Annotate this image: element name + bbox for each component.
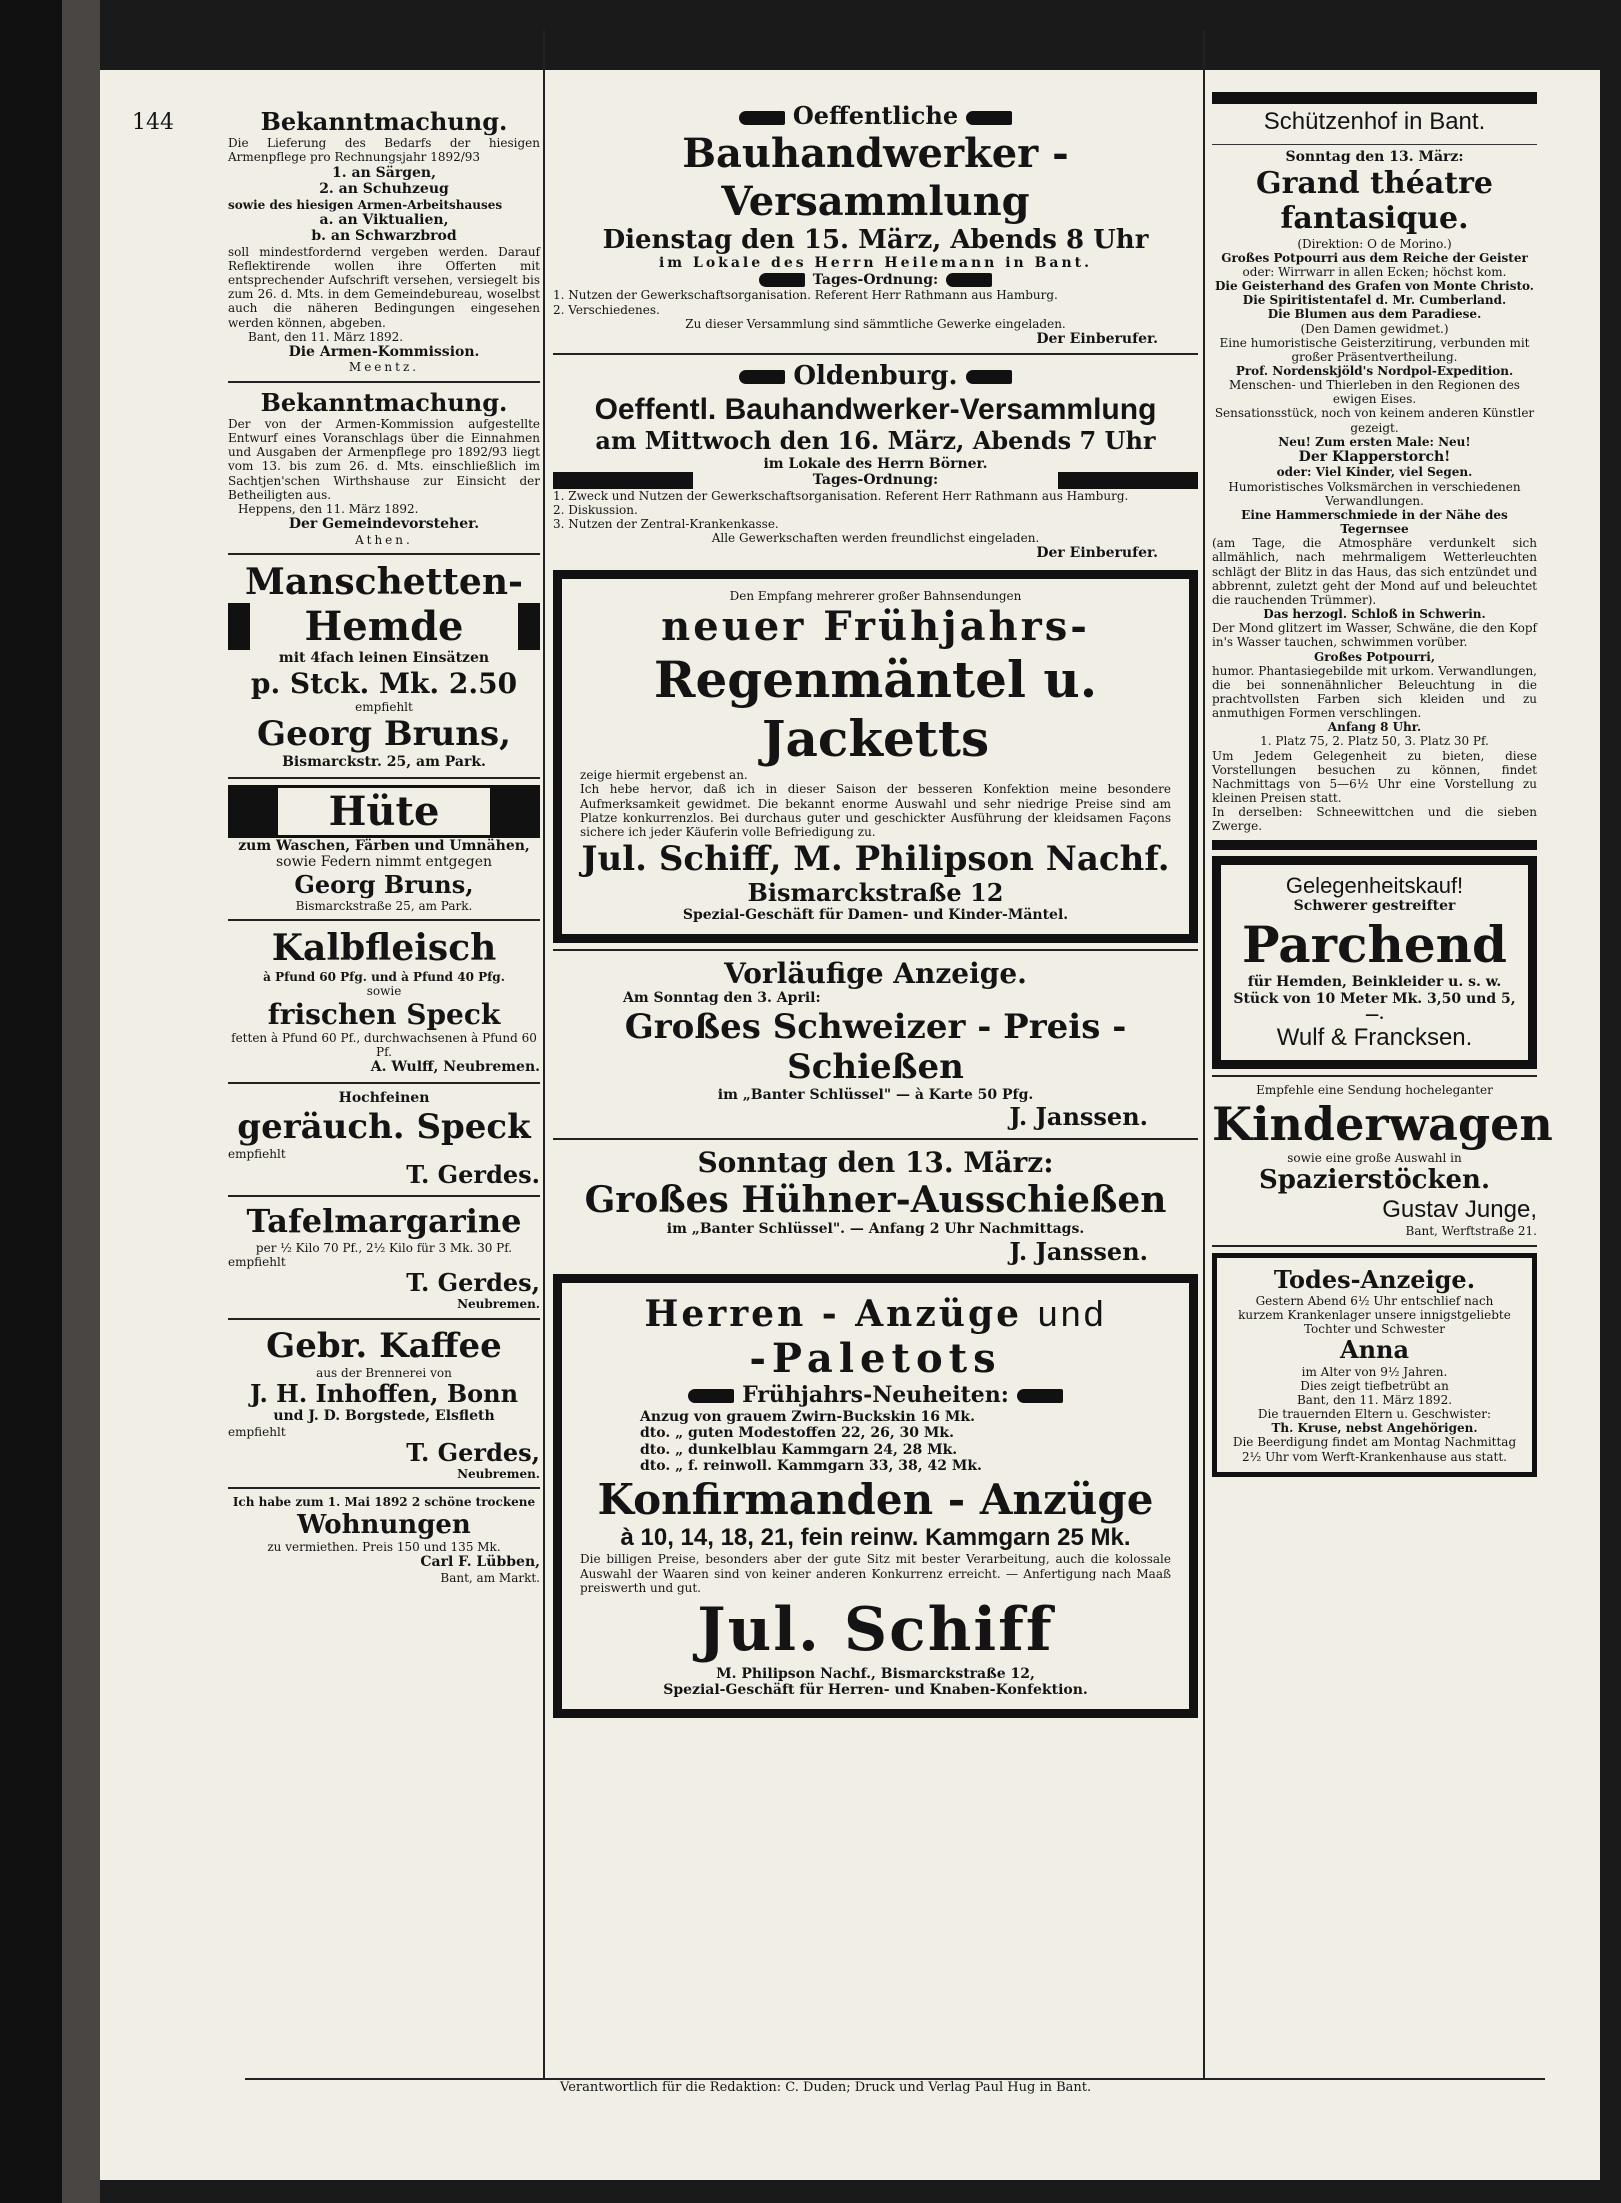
ad-title: geräuch. Speck	[237, 1106, 531, 1147]
ad-text: empfiehlt	[228, 1255, 286, 1269]
price-label: dto.	[640, 1425, 671, 1442]
divider	[1212, 144, 1537, 145]
ad-text: soll mindestfordernd vergeben werden. Darauf Reflektirende wollen ihre Offerten mit entsprechender Aufschrift versehen, versiegelt bis zum 26. d. Mts. in dem Gemeindebureau, woselbst auch die näheren Bedingungen eingesehen werden können, abgeben.	[228, 244, 540, 330]
page-edge	[62, 0, 100, 2203]
ad-huete	[228, 785, 540, 914]
ad-place: Neubremen.	[457, 1297, 540, 1312]
ad-text: (Direktion: O de Morino.)	[1297, 236, 1452, 251]
ad-kinderwagen	[1212, 1082, 1553, 1239]
program-line: Sensationsstück, noch von keinem anderen Künstler gezeigt.	[1214, 406, 1535, 435]
price-row	[640, 1442, 1171, 1459]
pointing-hand-icon	[946, 273, 992, 287]
pointing-hand-icon	[739, 111, 785, 125]
ad-signer: J. Janssen.	[1009, 1102, 1148, 1132]
ad-agenda: Tages-Ordnung:	[553, 472, 1198, 489]
ad-item: 2. Verschiedenes.	[553, 302, 660, 317]
ad-firm: Wulf & Francksen.	[1276, 1023, 1473, 1051]
divider	[228, 919, 540, 921]
price-value: von grauem Zwirn-Buckskin 16 Mk.	[693, 1408, 975, 1425]
ad-signer: Die Armen-Kommission.	[288, 343, 480, 360]
price-value: „ guten Modestoffen 22, 26, 30 Mk.	[675, 1425, 954, 1442]
ad-title: Bauhandwerker - Versammlung	[682, 130, 1069, 225]
ad-text: Schwerer gestreifter	[1293, 898, 1456, 915]
ad-event: Großes Hühner-Ausschießen	[584, 1178, 1167, 1221]
ad-place: Neubremen.	[457, 1467, 540, 1482]
ad-huehner-ausschiessen	[553, 1146, 1198, 1266]
price-value: „ dunkelblau Kammgarn 24, 28 Mk.	[675, 1441, 958, 1458]
price-row	[640, 1458, 1171, 1475]
ad-text: Gestern Abend 6½ Uhr entschlief nach kurzem Krankenlager unsere innigstgeliebte Tochter und Schwester	[1238, 1293, 1511, 1337]
program-line: Der Mond glitzert im Wasser, Schwäne, die den Kopf in's Wasser tauchen, schwimmen vorüber.	[1212, 621, 1537, 650]
ad-head: Oeffentliche	[792, 101, 959, 130]
ad-text: Dies zeigt tiefbetrübt an	[1300, 1378, 1449, 1393]
ad-text: sowie des hiesigen Armen-Arbeitshauses	[228, 197, 503, 212]
divider	[553, 353, 1198, 355]
divider	[228, 1318, 540, 1320]
program-line: Eine Hammerschmiede in der Nähe des Tegernsee	[1241, 507, 1508, 537]
ad-item: 3. Nutzen der Zentral-Krankenkasse.	[553, 517, 779, 532]
ad-date: Heppens, den 11. März 1892.	[238, 501, 419, 516]
ad-title: Regenmäntel u. Jacketts	[653, 650, 1098, 769]
ad-firm: Gustav Junge,	[1382, 1196, 1537, 1224]
ad-item: a. an Viktualien,	[319, 211, 449, 228]
ad-signer: Der Einberufer.	[1036, 545, 1158, 562]
ad-title: Kalbfleisch	[271, 927, 497, 970]
ad-text: mit 4fach leinen Einsätzen	[278, 650, 490, 667]
price-value: „ f. reinwoll. Kammgarn 33, 38, 42 Mk.	[675, 1458, 982, 1475]
ad-place: im Lokale des Herrn Heilemann in Bant.	[658, 255, 1093, 272]
ad-text: sowie	[366, 983, 402, 998]
ad-address: Bismarckstr. 25, am Park.	[282, 754, 486, 771]
ad-text: Ich hebe hervor, daß ich in dieser Saison der besseren Konfektion meine besondere Aufmerksamkeit gewidmet. Die bekannt enorme Auswahl und sehr niedrige Preise sind am Platze konkurrenzlos. Bei durchaus guter und geschickter Ausführung der kleidsamen Façons sichere ich jeder Käuferin volle Befriedigung zu.	[580, 782, 1171, 839]
ad-title: Vorläufige Anzeige.	[724, 956, 1027, 990]
price-label: Anzug	[640, 1408, 689, 1425]
ad-kaffee	[228, 1326, 540, 1482]
program-line: humor. Phantasiegebilde mit urkom. Verwandlungen, die bei sonnenähnlicher Beleuchtung in die prachtvollsten Farben sich kleiden und zu anmuthigen Formen verschlingen.	[1212, 663, 1537, 721]
ad-date: Sonntag den 13. März:	[1285, 149, 1464, 166]
price-row	[640, 1425, 1171, 1442]
pointing-hand-icon	[1017, 1389, 1063, 1403]
ad-title: Herren - Anzüge	[644, 1292, 1023, 1335]
ad-title: Wohnungen	[297, 1509, 471, 1540]
ad-address: Bismarckstraße 12	[747, 878, 1004, 908]
divider	[228, 381, 540, 383]
ad-name: Anna	[1339, 1335, 1410, 1365]
ad-bekanntmachung-1	[228, 108, 540, 375]
ad-firm: A. Wulff, Neubremen.	[370, 1059, 540, 1076]
ad-address: Bant, am Markt.	[440, 1570, 540, 1585]
ad-event: Großes Schweizer - Preis - Schießen	[624, 1006, 1127, 1087]
ad-text: aus der Brennerei von	[316, 1365, 452, 1380]
ad-head: Oldenburg.	[793, 361, 958, 392]
ad-herren-anzuege-box	[553, 1274, 1198, 1718]
ad-date: Bant, den 11. März 1892.	[1296, 1392, 1453, 1407]
ad-text: zeige hiermit ergebenst an.	[580, 768, 748, 783]
ad-title: Konfirmanden - Anzüge	[597, 1474, 1154, 1524]
ad-tag: Spezial-Geschäft für Damen- und Kinder-Mäntel.	[682, 907, 1069, 924]
ad-item: 2. Diskussion.	[553, 502, 638, 517]
program-line: Die Geisterhand des Grafen von Monte Christo.	[1215, 279, 1534, 294]
program-line: Die Spiritistentafel d. Mr. Cumberland.	[1242, 293, 1507, 308]
ad-text: empfiehlt	[228, 1424, 286, 1439]
ad-title: Gebr. Kaffee	[266, 1325, 502, 1366]
ad-text: Ich habe zum 1. Mai 1892 2 schöne trockene	[232, 1495, 536, 1510]
ad-text: und J. D. Borgstede, Elsfleth	[273, 1408, 495, 1425]
ad-price: p. Stck. Mk. 2.50	[250, 666, 518, 700]
ad-item: b. an Schwarzbrod	[311, 228, 457, 245]
program-line: (Den Damen gewidmet.)	[1300, 321, 1449, 336]
ad-item: 2. an Schuhzeug	[319, 181, 449, 198]
pointing-hand-icon	[966, 370, 1012, 384]
program-line: Menschen- und Thierleben in den Regionen des ewigen Eises.	[1229, 378, 1520, 407]
price-label: dto.	[640, 1458, 671, 1475]
ad-text: Der von der Armen-Kommission aufgestellte Entwurf eines Voranschlags über die Einnahmen und Ausgaben der Armenpflege pro 1892/93 liegt vom 13. bis zum 26. d. Mts. einschließlich im Sachtjen'schen Wirthshause zur Einsicht der Betheiligten aus.	[228, 416, 540, 502]
ad-text: sowie Federn nimmt entgegen	[275, 854, 492, 871]
ad-tafelmargarine	[228, 1203, 540, 1312]
black-rule	[1212, 840, 1537, 850]
ad-head: Schützenhof in Bant.	[1263, 108, 1486, 135]
program-line: Das herzogl. Schloß in Schwerin.	[1263, 607, 1486, 622]
ad-title: Bekanntmachung.	[260, 107, 508, 136]
ad-firm: Georg Bruns,	[257, 714, 511, 755]
ad-date: Sonntag den 13. März:	[697, 1145, 1054, 1179]
ad-manschetten	[228, 561, 540, 771]
ad-item: 1. Nutzen der Gewerkschaftsorganisation. Referent Herr Rathmann aus Hamburg.	[553, 288, 1058, 303]
program-line: Großes Potpourri aus dem Reiche der Geister	[1221, 250, 1528, 265]
ad-date: Bant, den 11. März 1892.	[248, 329, 404, 344]
ad-text: fetten à Pfund 60 Pf., durchwachsenen à Pfund 60 Pf.	[231, 1031, 537, 1060]
price-row	[640, 1409, 1171, 1426]
divider	[553, 1138, 1198, 1140]
ad-signer: Der Einberufer.	[1036, 330, 1158, 347]
ad-bauhandwerker-oldenburg	[553, 361, 1198, 562]
ad-text: Stück von 10 Meter Mk. 3,50 und 5,—.	[1233, 990, 1516, 1024]
ad-parchend-box	[1212, 856, 1537, 1069]
ad-note: Alle Gewerkschaften werden freundlichst eingeladen.	[711, 531, 1040, 546]
divider	[553, 949, 1198, 951]
program-line: Prof. Nordenskjöld's Nordpol-Expedition.	[1235, 364, 1514, 379]
ad-kalbfleisch	[228, 927, 540, 1076]
ad-text: Die billigen Preise, besonders aber der gute Sitz mit bester Verarbeitung, auch die kolossale Auswahl der Waaren sind von keiner anderen Konkurrenz erreicht. — Anfertigung nach Maaß preiswerth und gut.	[580, 1552, 1171, 1595]
program-line: Um Jedem Gelegenheit zu bieten, diese Vorstellungen besuchen zu können, findet Nachmittags von 5—6½ Uhr eine Vorstellung zu kleinen Preisen statt.	[1212, 748, 1537, 806]
program-line: In derselben: Schneewittchen und die sieben Zwerge.	[1212, 805, 1537, 834]
page-number: 144	[132, 110, 174, 135]
ad-title: fantasique.	[1280, 201, 1469, 237]
ad-text: Die Beerdigung findet am Montag Nachmittag 2½ Uhr vom Werft-Krankenhause aus statt.	[1232, 1435, 1517, 1464]
ad-title: Oeffentl. Bauhandwerker-Versammlung	[594, 393, 1157, 427]
ad-firm: Jul. Schiff	[697, 1594, 1054, 1665]
ad-text: empfiehlt	[355, 699, 413, 714]
program-line: 1. Platz 75, 2. Platz 50, 3. Platz 30 Pf.	[1260, 734, 1489, 749]
program-line: Humoristisches Volksmärchen in verschiedenen Verwandlungen.	[1228, 479, 1521, 508]
ad-tag: Spezial-Geschäft für Herren- und Knaben-Konfektion.	[663, 1682, 1088, 1699]
ad-address: M. Philipson Nachf., Bismarckstraße 12,	[716, 1665, 1035, 1682]
ad-firm: T. Gerdes.	[406, 1159, 540, 1189]
program-line: (am Tage, die Atmosphäre verdunkelt sich allmählich, nach mehrmaligem Wetterleuchten schlägt der Blitz in das Haus, das sich entzündet und abbrennt, zuletzt geht der Mond auf und beleuchtet die rauchenden Trümmer).	[1212, 536, 1537, 607]
ad-title: Todes-Anzeige.	[1273, 1264, 1476, 1294]
ad-fruehjahrs-box	[553, 570, 1198, 943]
ad-note: Zu dieser Versammlung sind sämmtliche Gewerke eingeladen.	[685, 316, 1066, 331]
column-rule-1	[543, 30, 545, 2080]
divider	[228, 1487, 540, 1489]
ad-firm: Jul. Schiff, M. Philipson Nachf.	[581, 839, 1170, 880]
ad-agenda: Tages-Ordnung:	[812, 271, 939, 288]
ad-title: -Paletots	[749, 1335, 1002, 1383]
ad-signer: J. Janssen.	[1009, 1236, 1148, 1266]
ad-address: Bismarckstraße 25, am Park.	[295, 899, 473, 914]
divider	[228, 777, 540, 779]
ad-title: frischen Speck	[267, 998, 501, 1032]
ad-address: Bant, Werftstraße 21.	[1405, 1224, 1537, 1239]
divider	[1212, 1245, 1537, 1247]
ad-head: Gelegenheitskauf!	[1285, 872, 1464, 898]
ad-text: empfiehlt	[228, 1146, 286, 1161]
ad-title: Hemde	[228, 603, 540, 650]
ad-title: Hüte	[228, 785, 540, 838]
program-line: Neu! Zum ersten Male: Neu!	[1278, 434, 1471, 449]
ad-wohnungen	[228, 1495, 540, 1585]
program-line: oder: Wirrwarr in allen Ecken; höchst kom.	[1242, 264, 1507, 279]
black-rule	[1212, 92, 1537, 104]
ad-signer: Der Gemeindevorsteher.	[288, 516, 480, 533]
pointing-hand-icon	[739, 370, 785, 384]
ad-text: für Hemden, Beinkleider u. s. w.	[1247, 974, 1502, 990]
ad-date: am Mittwoch den 16. März, Abends 7 Uhr	[595, 426, 1156, 456]
ad-bauhandwerker-bant	[553, 102, 1198, 347]
ad-text: zu vermiethen. Preis 150 und 135 Mk.	[267, 1540, 501, 1555]
column-rule-2	[1203, 30, 1205, 2080]
ad-text: per ½ Kilo 70 Pf., 2½ Kilo für 3 Mk. 30 Pf.	[255, 1240, 513, 1255]
book-spine	[0, 0, 100, 2203]
ad-title: Spazierstöcken.	[1258, 1165, 1491, 1196]
program-line: Großes Potpourri,	[1313, 649, 1435, 664]
price-label: dto.	[640, 1441, 671, 1458]
ad-item: 1. Zweck und Nutzen der Gewerkschaftsorganisation. Referent Herr Rathmann aus Hamburg.	[553, 488, 1129, 503]
ad-title: neuer Frühjahrs-	[661, 603, 1090, 651]
ad-todes-anzeige	[1212, 1253, 1537, 1477]
divider	[1212, 1075, 1537, 1077]
ad-title: Kinderwagen	[1212, 1097, 1553, 1152]
ad-vorlaeufige-anzeige	[553, 957, 1198, 1132]
ad-bekanntmachung-2	[228, 389, 540, 547]
program-line: Anfang 8 Uhr.	[1327, 720, 1422, 735]
pointing-hand-icon	[688, 1389, 734, 1403]
ad-title: Tafelmargarine	[246, 1202, 522, 1241]
program-line: oder: Viel Kinder, viel Segen.	[1276, 465, 1473, 480]
ad-title: Bekanntmachung.	[260, 387, 508, 417]
ad-text: Hochfeinen	[338, 1090, 430, 1106]
pointing-hand-icon	[759, 273, 805, 287]
ad-title: Grand théatre	[1255, 165, 1494, 201]
ad-text: sowie eine große Auswahl in	[1287, 1151, 1462, 1166]
ad-firm: J. H. Inhoffen, Bonn	[249, 1378, 519, 1408]
ad-item: 1. an Särgen,	[332, 164, 436, 181]
ad-speck	[228, 1090, 540, 1189]
ad-date: Am Sonntag den 3. April:	[623, 990, 821, 1007]
ad-firm: Georg Bruns,	[294, 869, 474, 899]
ad-text: Die Lieferung des Bedarfs der hiesigen Armenpflege pro Rechnungsjahr 1892/93	[228, 136, 540, 165]
ad-text: im Alter von 9½ Jahren.	[1301, 1364, 1448, 1379]
divider	[228, 1082, 540, 1084]
price-list	[580, 1409, 1171, 1475]
ad-name: Meentz.	[348, 360, 420, 375]
ad-text: Die trauernden Eltern u. Geschwister:	[1257, 1407, 1492, 1422]
ad-schuetzenhof	[1212, 92, 1537, 834]
program-line: Der Klapperstorch!	[1298, 448, 1451, 465]
program-line: Eine humoristische Geisterzitirung, verbunden mit großer Präsentvertheilung.	[1219, 335, 1530, 364]
ad-place: im „Banter Schlüssel". — Anfang 2 Uhr Nachmittags.	[666, 1221, 1085, 1238]
column-3	[1212, 92, 1553, 1477]
program-line: Die Blumen aus dem Paradiese.	[1267, 307, 1482, 322]
imprint-footer: Verantwortlich für die Redaktion: C. Duden; Druck und Verlag Paul Hug in Bant.	[560, 2080, 1092, 2095]
ad-place: im Lokale des Herrn Börner.	[763, 455, 988, 472]
ad-signer: Th. Kruse, nebst Angehörigen.	[1271, 1421, 1478, 1436]
divider	[228, 1195, 540, 1197]
ad-title: und	[1037, 1292, 1107, 1334]
ad-text: Den Empfang mehrerer großer Bahnsendungen	[729, 588, 1022, 603]
ad-firm: T. Gerdes,	[406, 1437, 540, 1467]
ad-price: à 10, 14, 18, 21, fein reinw. Kammgarn 25 Mk.	[620, 1524, 1131, 1552]
column-2	[553, 102, 1198, 1718]
pointing-hand-icon	[966, 111, 1012, 125]
ad-firm: T. Gerdes,	[406, 1268, 540, 1298]
ad-title: Parchend	[1242, 915, 1507, 974]
ad-place: im „Banter Schlüssel" — à Karte 50 Pfg.	[717, 1086, 1034, 1103]
ad-text: zum Waschen, Färben und Umnähen,	[238, 837, 530, 854]
ad-text: Empfehle eine Sendung hocheleganter	[1256, 1082, 1493, 1097]
ad-title: Manschetten-	[245, 560, 523, 603]
divider	[228, 553, 540, 555]
ad-name: Athen.	[355, 532, 413, 547]
ad-name: Carl F. Lübben,	[420, 1554, 540, 1571]
column-1	[228, 108, 540, 1585]
ad-date: Dienstag den 15. März, Abends 8 Uhr	[602, 224, 1149, 255]
ad-sub: Frühjahrs-Neuheiten:	[742, 1381, 1009, 1408]
ad-text: à Pfund 60 Pfg. und à Pfund 40 Pfg.	[263, 969, 505, 984]
